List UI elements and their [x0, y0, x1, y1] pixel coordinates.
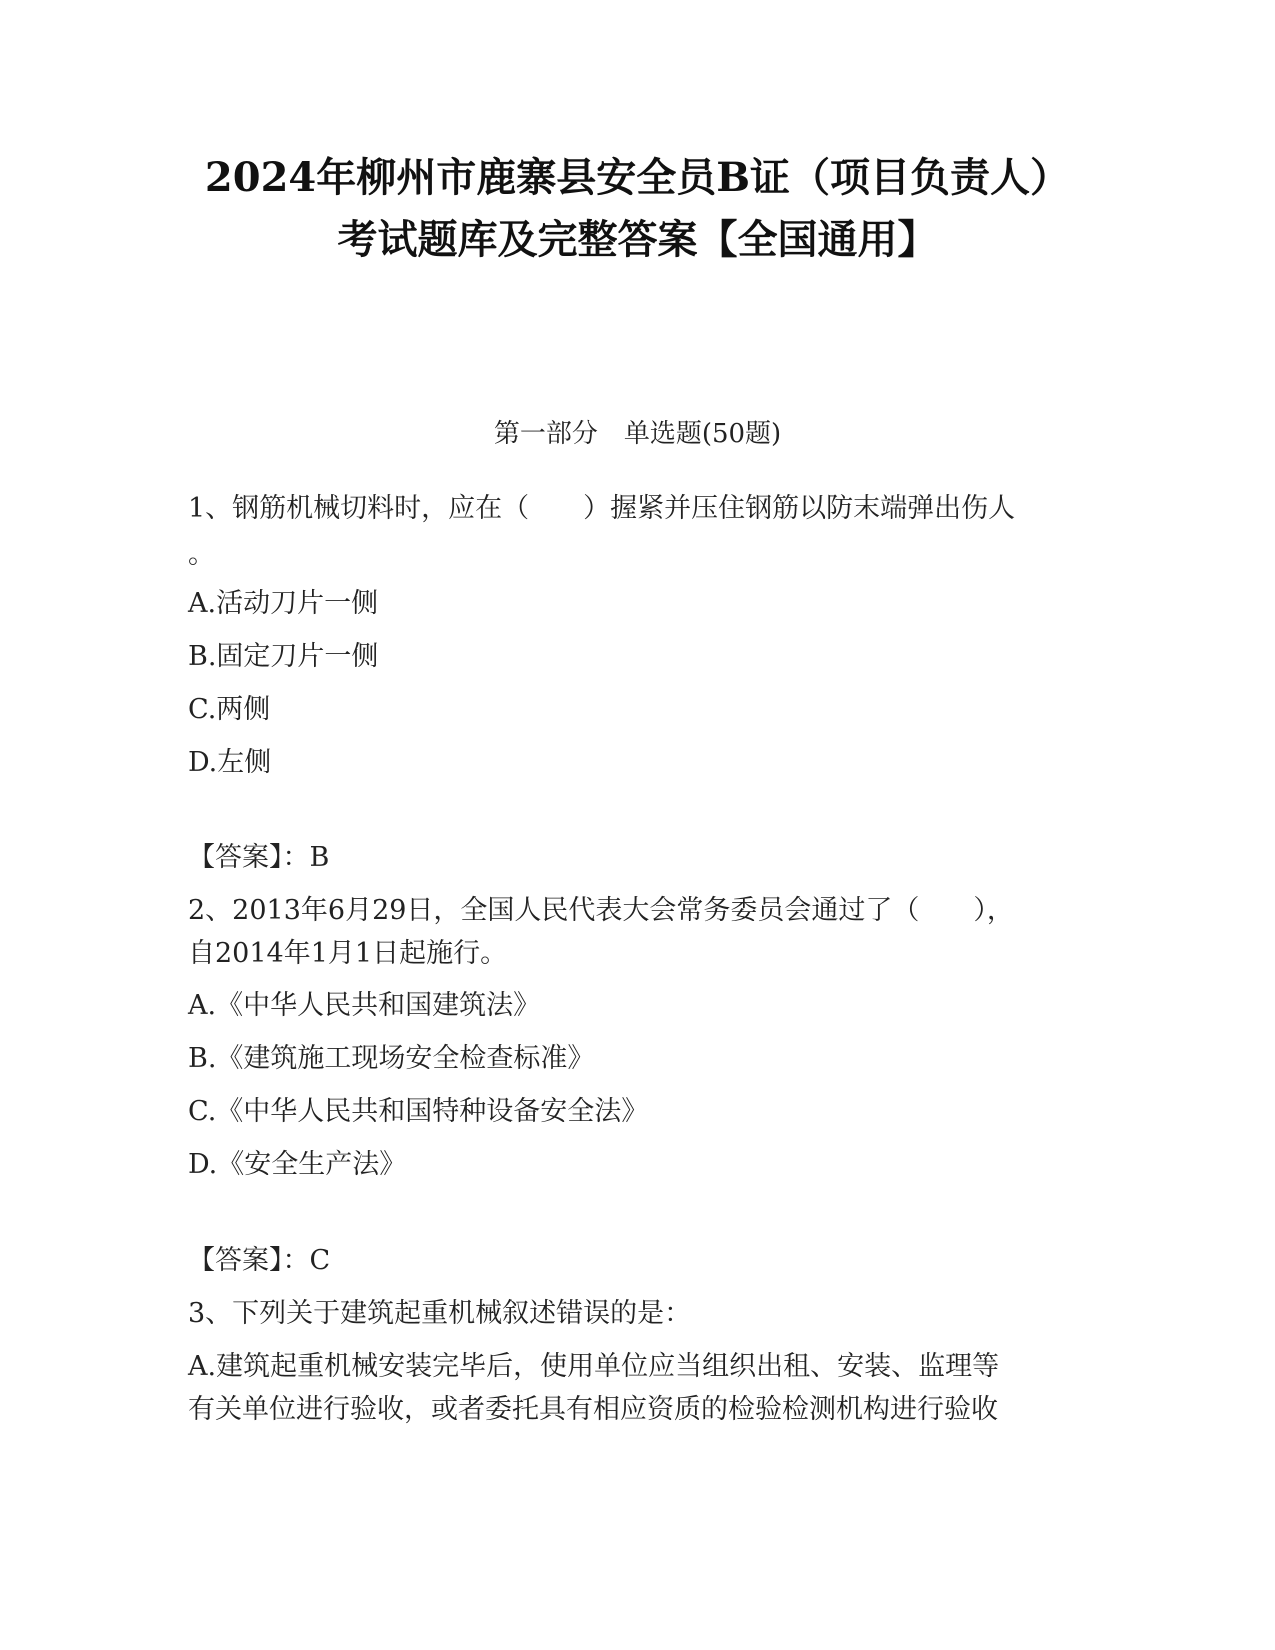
question-3-text: 3、下列关于建筑起重机械叙述错误的是：: [188, 1298, 692, 1329]
question-1-option-c: C.两侧: [188, 694, 271, 725]
question-2-option-c: C.《中华人民共和国特种设备安全法》: [188, 1096, 649, 1127]
question-2-text-continuation: 自2014年1月1日起施行。: [188, 938, 508, 969]
question-2-answer: 【答案】：C: [188, 1245, 331, 1276]
question-1-answer: 【答案】：B: [188, 842, 330, 873]
document-title-line-2: 考试题库及完整答案【全国通用】: [337, 216, 938, 263]
question-1-option-d: D.左侧: [188, 747, 272, 778]
question-2-option-b: B.《建筑施工现场安全检查标准》: [188, 1043, 595, 1074]
question-1-option-b: B.固定刀片一侧: [188, 641, 379, 672]
section-heading: 第一部分 单选题(50题): [493, 419, 782, 449]
document-title-line-1: 2024年柳州市鹿寨县安全员B证（项目负责人）: [204, 154, 1071, 201]
question-2-text: 2、2013年6月29日，全国人民代表大会常务委员会通过了（ ），: [188, 895, 1014, 926]
question-2-option-a: A.《中华人民共和国建筑法》: [188, 990, 541, 1021]
question-2-option-d: D.《安全生产法》: [188, 1149, 407, 1180]
question-1-text: 1、钢筋机械切料时，应在（ ）握紧并压住钢筋以防末端弹出伤人: [188, 493, 1016, 524]
question-3-option-a-continuation: 有关单位进行验收，或者委托具有相应资质的检验检测机构进行验收: [188, 1394, 998, 1425]
question-1-text-continuation: 。: [188, 539, 215, 570]
question-1-option-a: A.活动刀片一侧: [188, 588, 379, 619]
question-3-option-a: A.建筑起重机械安装完毕后，使用单位应当组织出租、安装、监理等: [188, 1351, 1000, 1382]
